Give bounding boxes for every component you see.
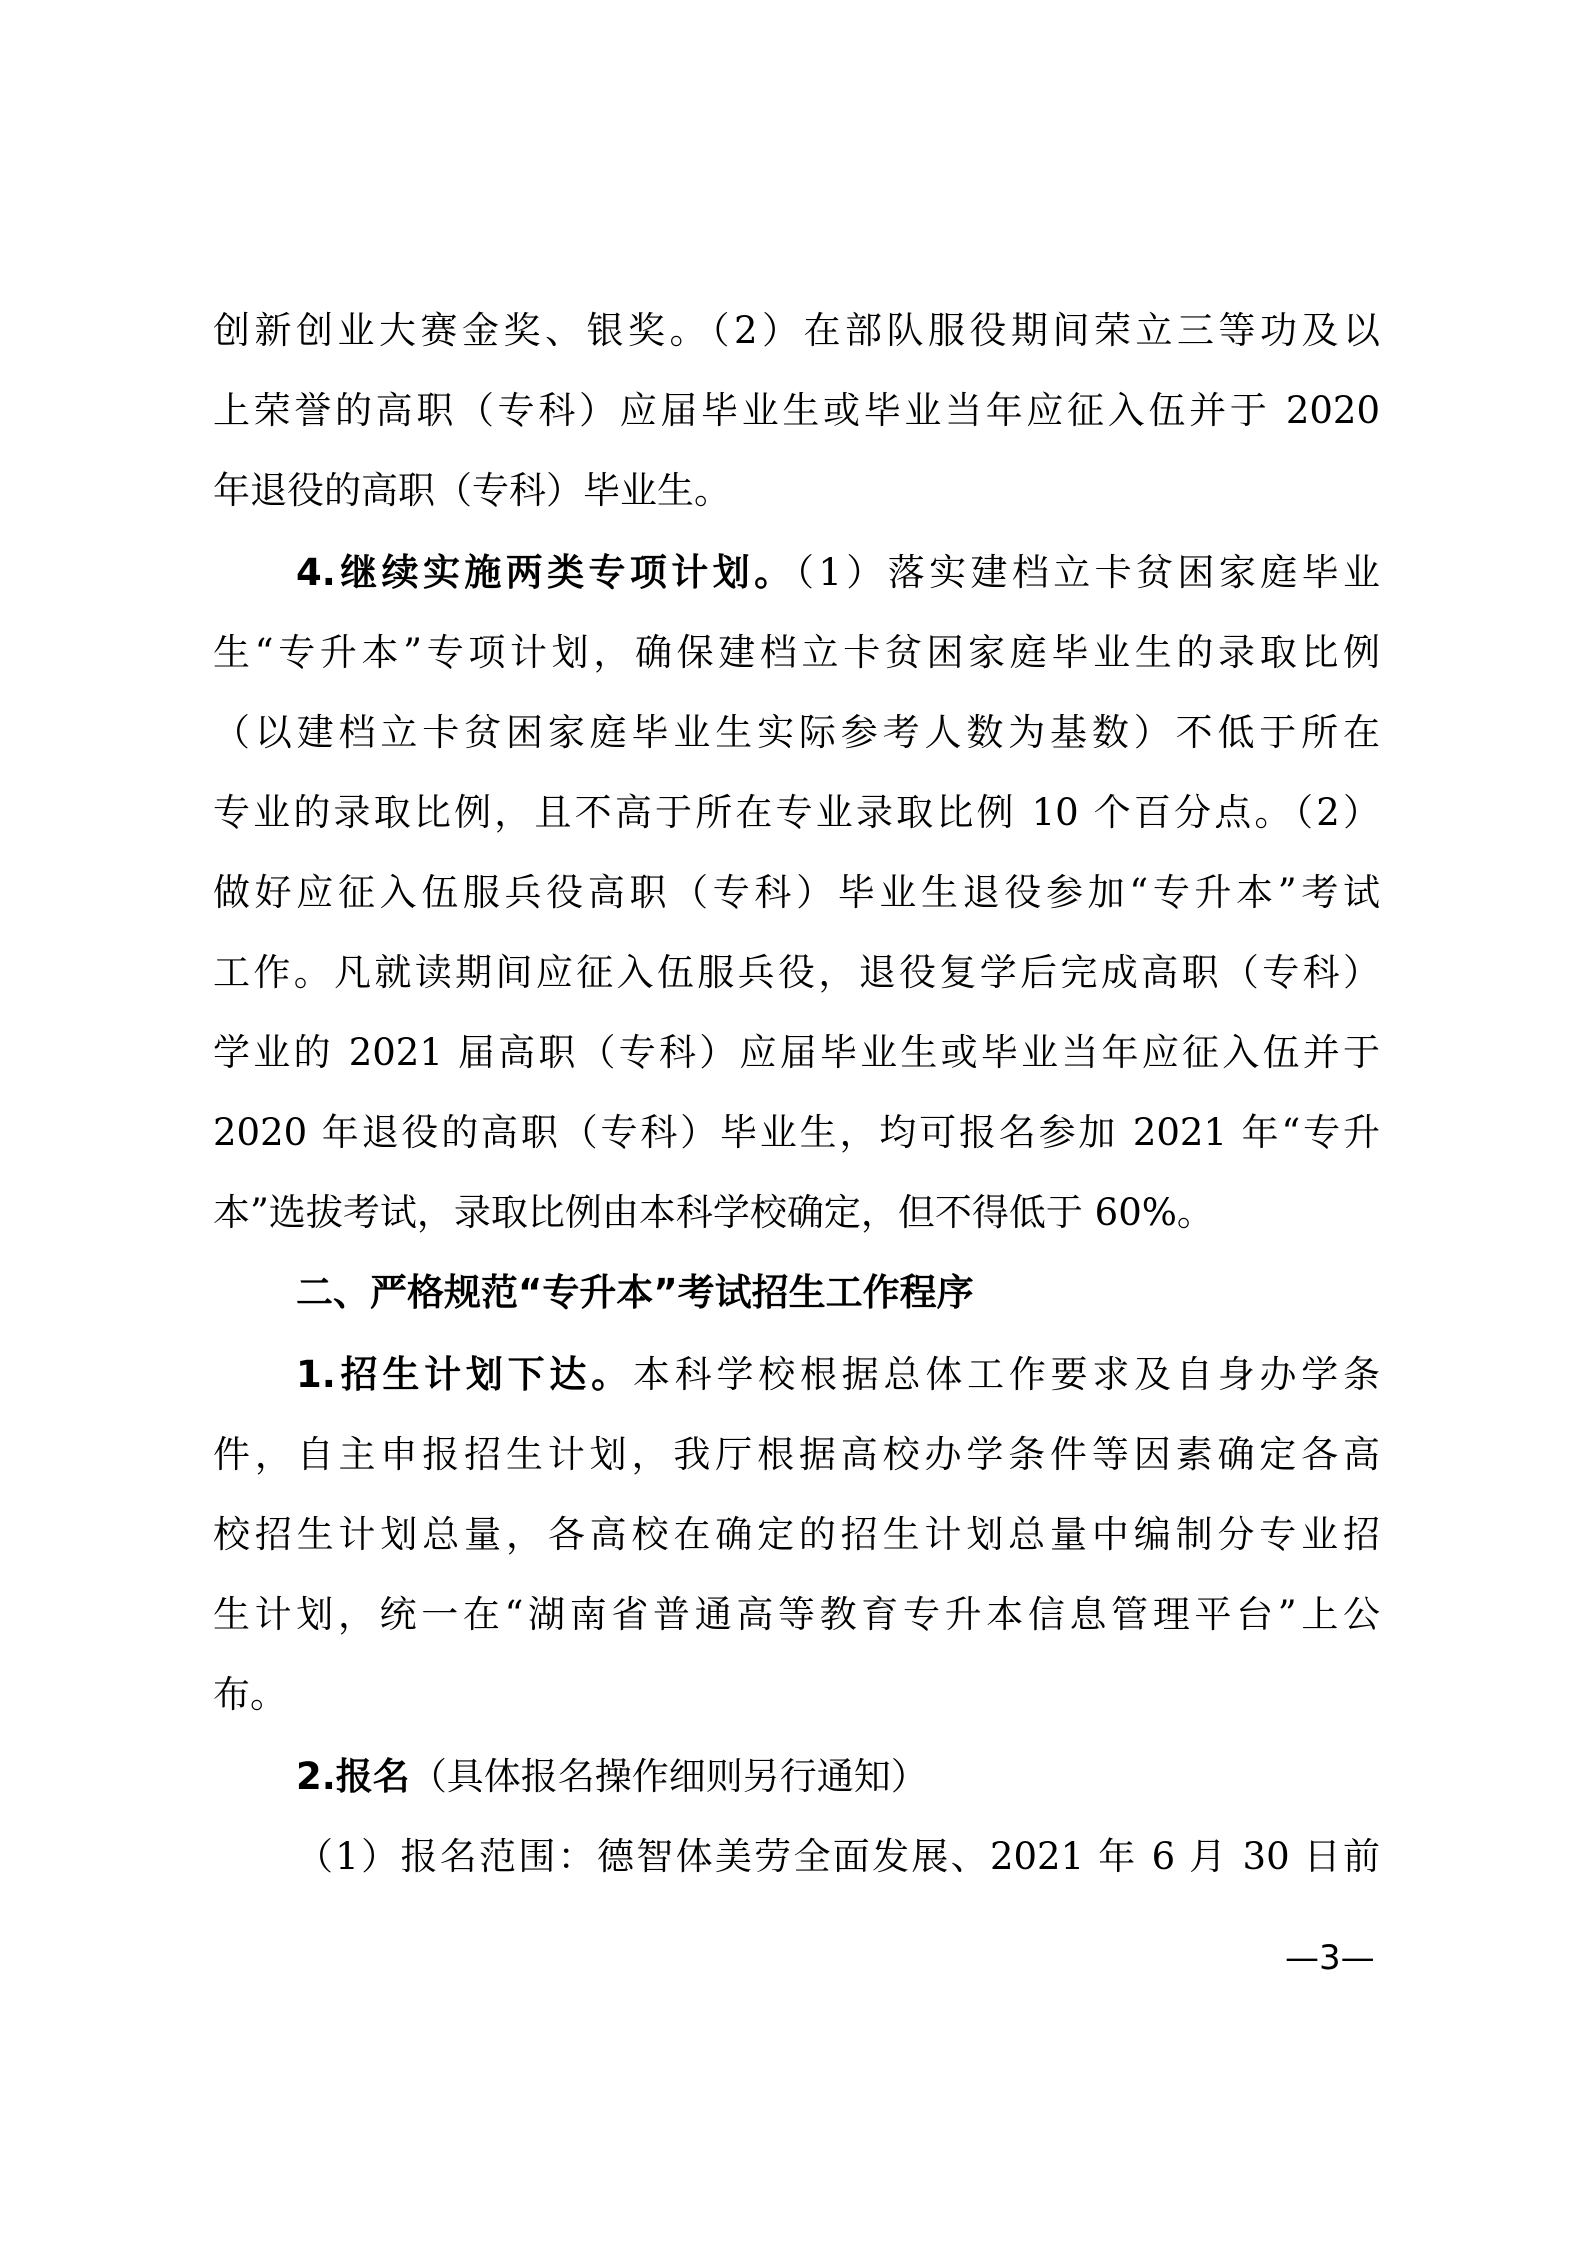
line-text: （1）报名范围：德智体美劳全面发展、2021 年 6 月 30 日前 bbox=[296, 1835, 1380, 1878]
line-text: 校招生计划总量，各高校在确定的招生计划总量中编制分专业招 bbox=[213, 1513, 1380, 1556]
line-text: （具体报名操作细则另行通知） bbox=[409, 1755, 928, 1798]
line-text: （1）落实建档立卡贫困家庭毕业 bbox=[795, 551, 1380, 594]
line-text: 做好应征入伍服兵役高职（专科）毕业生退役参加“专升本”考试 bbox=[213, 871, 1380, 914]
paragraph-line bbox=[213, 1103, 1380, 1163]
paragraph-line bbox=[213, 1183, 1380, 1243]
section-label: 1.招生计划下达。 bbox=[296, 1353, 633, 1396]
heading-text: 二、严格规范“专升本”考试招生工作程序 bbox=[296, 1271, 974, 1314]
paragraph-line bbox=[213, 1585, 1380, 1645]
line-text: 生“专升本”专项计划，确保建档立卡贫困家庭毕业生的录取比例 bbox=[213, 631, 1380, 674]
paragraph-line bbox=[296, 1827, 1380, 1887]
paragraph-line bbox=[213, 1665, 1380, 1725]
paragraph-line bbox=[213, 1023, 1380, 1083]
line-text: 年退役的高职（专科）毕业生。 bbox=[213, 469, 731, 512]
line-text: 创新创业大赛金奖、银奖。（2）在部队服役期间荣立三等功及以 bbox=[213, 309, 1380, 352]
section-label: 2.报名 bbox=[296, 1755, 410, 1798]
line-text: 学业的 2021 届高职（专科）应届毕业生或毕业当年应征入伍并于 bbox=[213, 1031, 1380, 1074]
paragraph-line bbox=[213, 783, 1380, 843]
paragraph-line bbox=[213, 863, 1380, 923]
line-text: （以建档立卡贫困家庭毕业生实际参考人数为基数）不低于所在 bbox=[213, 711, 1380, 754]
paragraph-line bbox=[213, 1505, 1380, 1565]
section-heading bbox=[296, 1263, 1380, 1323]
paragraph-line bbox=[213, 623, 1380, 683]
line-text: 专业的录取比例，且不高于所在专业录取比例 10 个百分点。（2） bbox=[213, 791, 1380, 834]
line-text: 上荣誉的高职（专科）应届毕业生或毕业当年应征入伍并于 2020 bbox=[213, 389, 1380, 432]
line-text: 工作。凡就读期间应征入伍服兵役，退役复学后完成高职（专科） bbox=[213, 951, 1380, 994]
paragraph-line bbox=[213, 461, 1380, 521]
paragraph-line bbox=[213, 943, 1380, 1003]
paragraph-line bbox=[213, 301, 1380, 361]
paragraph-line bbox=[296, 1747, 1380, 1807]
paragraph-line bbox=[213, 381, 1380, 441]
section-label: 4.继续实施两类专项计划。 bbox=[296, 551, 796, 594]
page-number: —3— bbox=[1285, 1938, 1375, 1978]
line-text: 生计划，统一在“湖南省普通高等教育专升本信息管理平台”上公 bbox=[213, 1593, 1380, 1636]
paragraph-line bbox=[213, 703, 1380, 763]
line-text: 本科学校根据总体工作要求及自身办学条 bbox=[632, 1353, 1380, 1396]
paragraph-line bbox=[296, 543, 1380, 603]
line-text: 件，自主申报招生计划，我厅根据高校办学条件等因素确定各高 bbox=[213, 1433, 1380, 1476]
line-text: 本”选拔考试，录取比例由本科学校确定，但不得低于 60%。 bbox=[213, 1191, 1214, 1234]
line-text: 2020 年退役的高职（专科）毕业生，均可报名参加 2021 年“专升 bbox=[213, 1111, 1380, 1154]
line-text: 布。 bbox=[213, 1673, 287, 1716]
paragraph-line bbox=[213, 1425, 1380, 1485]
paragraph-line bbox=[296, 1345, 1380, 1405]
